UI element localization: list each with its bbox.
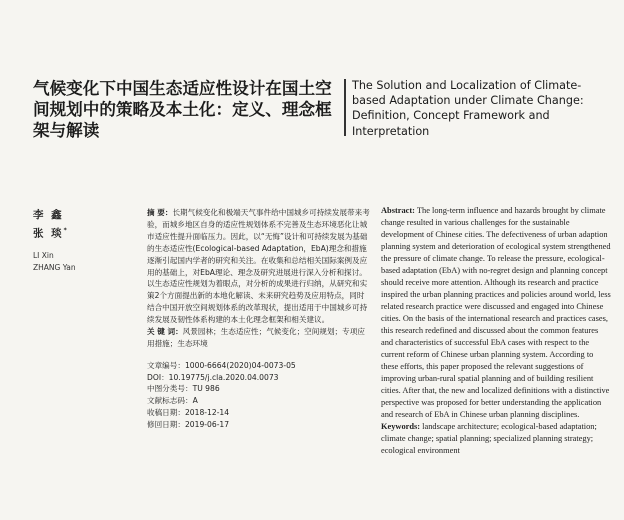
keywords-label-en: Keywords: [381, 422, 421, 431]
abstract-chinese [147, 207, 371, 326]
abstract-chinese-column [147, 207, 371, 431]
abstract-text-en: The long-term influence and hazards brought by climate change resulted in various challenges for the sustainable development of Chinese cities. The defectiveness of urban adaption planning system and deterioration of ecological system strengthened the pressure of climate change. To release the pressure, ecological-based adaptation (EbA) with no-regret design and planning concept should receive more attention. Although its research and practice inspired the urban planning practices and policies around world, less related research practice were discussed and engaged into Chinese cities. On the basis of the international research and practices cases, this research redefined and discussed about the common features and characteristics of successful EbA cases with respect to the current reform of Chinese urban planning system. According to these efforts, this paper proposed the relevant suggestions of improving urban-rural spatial planning and of building resilient cities. After that, the new and localized definitions with a distinctive perspective was proposed for better understanding the application and research of EbA in Chinese urban planning disciplines. [381, 206, 611, 419]
meta-received-date: 收稿日期：2018-12-14 [147, 408, 230, 418]
corresponding-mark: * [63, 227, 67, 234]
author-block [33, 207, 123, 274]
meta-revised-date: 修回日期：2019-06-17 [147, 419, 230, 429]
meta-document-code: 文献标志码：A [147, 396, 198, 406]
abstract-english-column [381, 205, 611, 457]
keywords-chinese [147, 326, 371, 350]
keywords-label-cn: 关 键 词： [147, 327, 183, 337]
meta-doi: DOI：10.19775/j.cla.2020.04.0073 [147, 372, 279, 382]
meta-classification: 中图分类号：TU 986 [147, 384, 220, 394]
title-divider [344, 79, 346, 136]
abstract-label-en: Abstract: [381, 206, 415, 215]
abstract-english [381, 205, 611, 421]
author-2-chinese: 张 琰* [33, 227, 67, 240]
meta-article-number: 文章编号：1000-6664(2020)04-0073-05 [147, 360, 296, 370]
keywords-text-cn: 风景园林；生态适应性；气候变化；空间规划；专项应用措施；生态环境 [147, 327, 365, 348]
keywords-english [381, 421, 611, 457]
article-metadata [147, 360, 371, 431]
abstract-text-cn: 长期气候变化和极端天气事件给中国城乡可持续发展带来考验，而城乡地区自身的适应性规划体系不完善及生态环境恶化让城市适应性提升面临压力。因此，以“无悔”设计和可持续发展为基础的生态适应性(Ecological-based Adaptation，EbA)理念和措施逐渐引起国内学者的研究和关注。在收集和总结相关国际案例及应用的基础上，对EbA理论、理念及研究进展进行深入分析和探讨。以生态适应性规划为着眼点，对分析的成果进行归纳，从研究和实策2个方面提出新的本地化解读、未来研究趋势及应用特点，同时结合中国开放空间规划体系的改革现状，提出适用于中国城乡可持续发展及韧性体系构建的本土化理念框架和相关建议。 [147, 208, 370, 325]
author-1-english: LI Xin [33, 250, 54, 260]
author-2-english: ZHANG Yan [33, 262, 76, 272]
title-english: The Solution and Localization of Climate-based Adaptation under Climate Change: Definition, Concept Framework and Interpretation [352, 79, 584, 138]
keywords-text-en: landscape architecture; ecological-based adaptation; climate change; spatial planning; specialized planning strategy; ecological environment [381, 422, 597, 455]
abstract-label-cn: 摘 要： [147, 208, 173, 217]
author-1-chinese: 李 鑫 [33, 209, 64, 221]
title-chinese: 气候变化下中国生态适应性设计在国土空间规划中的策略及本土化：定义、理念框架与解读 [33, 79, 332, 140]
